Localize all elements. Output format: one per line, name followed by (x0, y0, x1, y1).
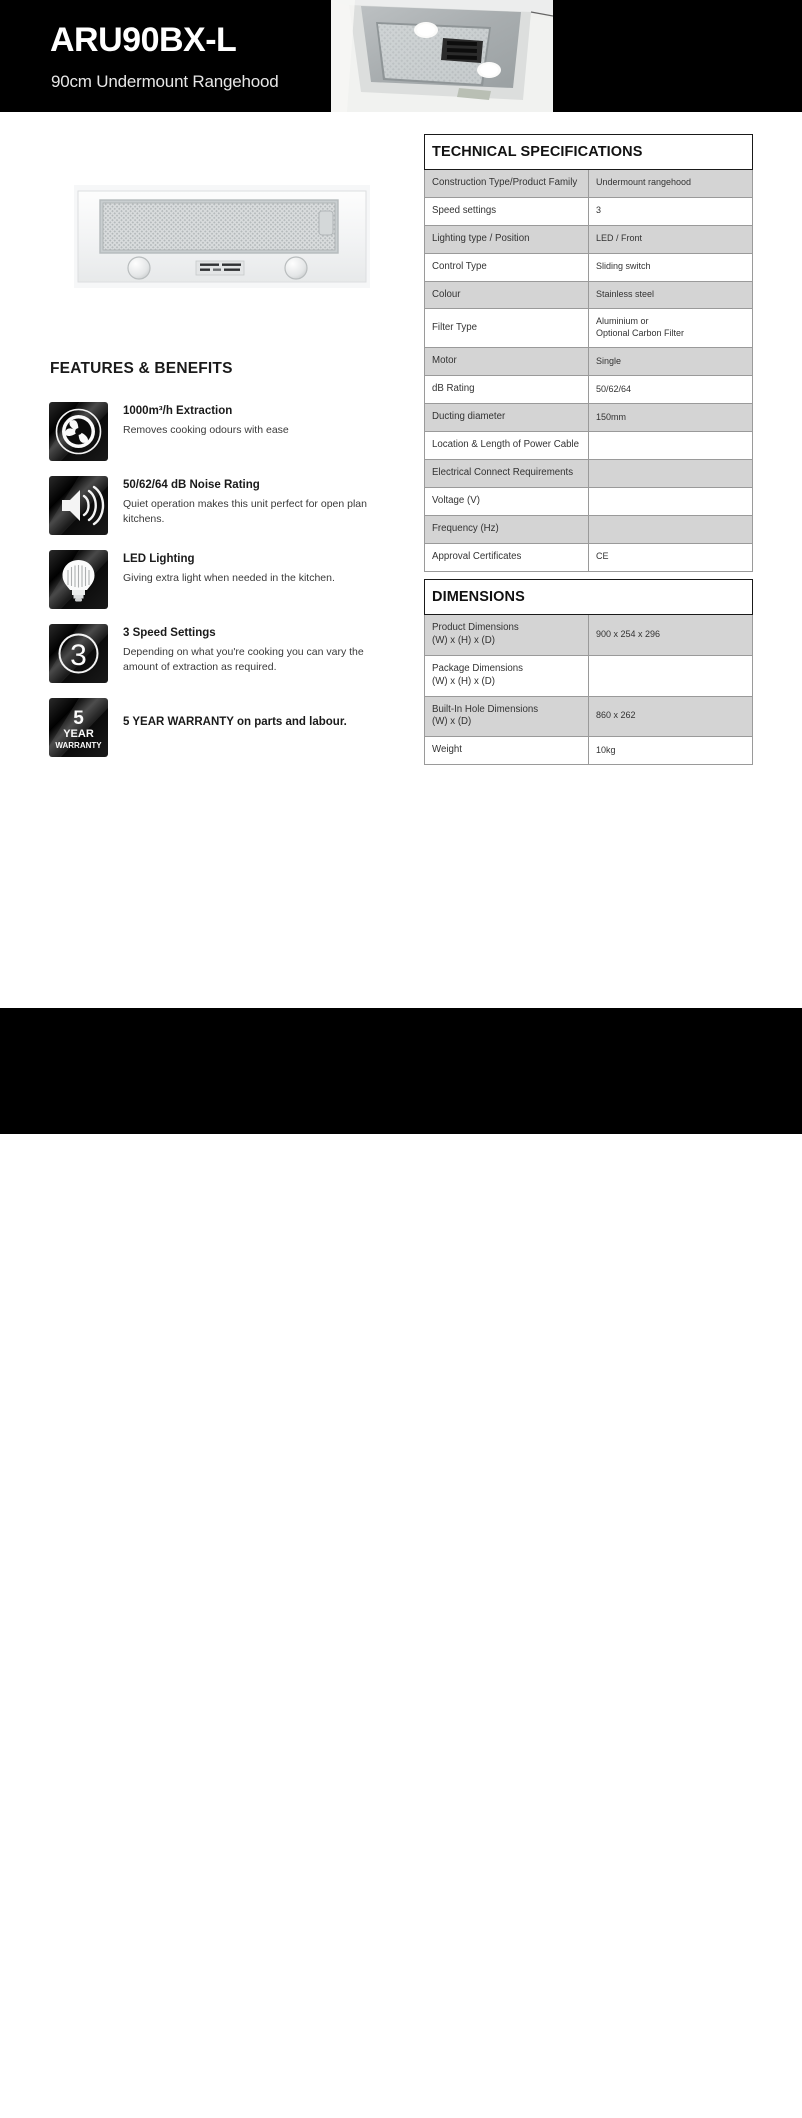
installed-rangehood-illustration (331, 0, 553, 112)
footer-address-australia (50, 2039, 200, 2118)
page-subtitle: 90cm Undermount Rangehood (51, 72, 279, 91)
feature-item-noise (49, 476, 399, 535)
table-row (425, 487, 753, 515)
table-row (425, 197, 753, 225)
row-label: Speed settings (425, 197, 589, 225)
row-value (589, 487, 753, 515)
row-value: Aluminium or Optional Carbon Filter (589, 309, 753, 348)
table-row (425, 459, 753, 487)
table-row (425, 543, 753, 571)
table-row (425, 170, 753, 198)
features-list (49, 402, 399, 772)
row-label: Package Dimensions (W) x (H) x (D) (425, 655, 589, 696)
dimensions-title: DIMENSIONS (425, 580, 753, 615)
footer-line: Dandenong South VIC 3175 (50, 2066, 168, 2077)
table-row (425, 515, 753, 543)
table-row (425, 615, 753, 656)
row-value: Single (589, 348, 753, 376)
table-row (425, 281, 753, 309)
svg-text:3: 3 (70, 639, 87, 672)
row-value: LED / Front (589, 225, 753, 253)
row-value (589, 515, 753, 543)
table-row (425, 309, 753, 348)
feature-text (108, 476, 399, 527)
table-title-row (425, 135, 753, 170)
row-value: Stainless steel (589, 281, 753, 309)
row-label: Control Type (425, 253, 589, 281)
page-title: ARU90BX-L (50, 21, 237, 59)
row-label: Electrical Connect Requirements (425, 459, 589, 487)
feature-title: 1000m³/h Extraction (123, 405, 233, 417)
row-label: Approval Certificates (425, 543, 589, 571)
feature-title: 3 Speed Settings (123, 627, 216, 639)
table-row (425, 376, 753, 404)
speed-three-icon (49, 624, 108, 683)
row-label: Frequency (Hz) (425, 515, 589, 543)
table-row (425, 253, 753, 281)
row-label: dB Rating (425, 376, 589, 404)
row-value (589, 459, 753, 487)
dimensions-table (424, 579, 753, 765)
table-row (425, 432, 753, 460)
table-row (425, 225, 753, 253)
feature-description: Depending on what you're cooking you can vary the amount of extraction as required. (123, 645, 364, 674)
feature-item-speed (49, 624, 399, 683)
footer-address-newzealand (317, 2039, 430, 2092)
feature-text (108, 402, 399, 438)
row-label: Product Dimensions (W) x (H) x (D) (425, 615, 589, 656)
feature-title: LED Lighting (123, 553, 195, 565)
dimensions-body (425, 615, 753, 765)
row-label: Motor (425, 348, 589, 376)
feature-item-led (49, 550, 399, 609)
footer-line: DISTRIBUTED BY ARISIT PTY LTD (50, 2040, 201, 2050)
footer-line: Ph: (09) 306 1020 (317, 2066, 393, 2077)
table-title-row (425, 580, 753, 615)
footer-line: Ph: 1300 762 219 (50, 2079, 125, 2090)
table-row (425, 696, 753, 737)
row-value: 10kg (589, 737, 753, 765)
rangehood-front-illustration (74, 185, 370, 288)
table-row (425, 348, 753, 376)
row-label: Filter Type (425, 309, 589, 348)
row-label: Weight (425, 737, 589, 765)
footer-line: Website: www.arisit.com (317, 2079, 419, 2090)
row-value: 900 x 254 x 296 (589, 615, 753, 656)
row-value: 150mm (589, 404, 753, 432)
row-value: Sliding switch (589, 253, 753, 281)
footer-line: Website: www.arisit.com (50, 2105, 152, 2116)
technical-specifications-table (424, 134, 753, 572)
footer-line: 1A Howe Street, (317, 2040, 385, 2050)
row-value: 50/62/64 (589, 376, 753, 404)
table-head (425, 135, 753, 170)
svg-text:YEAR: YEAR (63, 728, 94, 740)
feature-text (108, 550, 399, 586)
product-hero-photo (74, 185, 370, 288)
technical-specifications-body (425, 170, 753, 572)
feature-item-warranty (49, 698, 399, 757)
feature-title: 50/62/64 dB Noise Rating (123, 479, 260, 491)
svg-text:5: 5 (73, 708, 84, 729)
page-footer (0, 1008, 802, 2116)
feature-description: Giving extra light when needed in the kitchen. (123, 571, 335, 584)
row-label: Built-In Hole Dimensions (W) x (D) (425, 696, 589, 737)
row-label: Ducting diameter (425, 404, 589, 432)
table-row (425, 655, 753, 696)
table-row (425, 404, 753, 432)
feature-description: Removes cooking odours with ease (123, 423, 289, 436)
feature-title: 5 YEAR WARRANTY on parts and labour. (123, 716, 347, 728)
row-value: 860 x 262 (589, 696, 753, 737)
row-label: Construction Type/Product Family (425, 170, 589, 198)
page-header (0, 0, 802, 112)
footer-line: Fax: 03 9768 0838 (50, 2092, 129, 2103)
row-value: CE (589, 543, 753, 571)
row-value: 3 (589, 197, 753, 225)
feature-text (108, 624, 399, 675)
row-label: Lighting type / Position (425, 225, 589, 253)
feature-description: Quiet operation makes this unit perfect for open plan kitchens. (123, 497, 367, 526)
footer-line: 40-50 Mark Anthony Drive, (50, 2053, 162, 2064)
row-label: Voltage (V) (425, 487, 589, 515)
header-product-photo (331, 0, 553, 112)
five-year-warranty-icon (49, 698, 108, 757)
row-value (589, 655, 753, 696)
footer-line: Newton, Auckland NZ 1145 (317, 2053, 431, 2064)
feature-text (108, 698, 399, 734)
svg-text:WARRANTY: WARRANTY (55, 741, 102, 750)
feature-item-extraction (49, 402, 399, 461)
table-head (425, 580, 753, 615)
fan-icon (49, 402, 108, 461)
row-label: Location & Length of Power Cable (425, 432, 589, 460)
row-label: Colour (425, 281, 589, 309)
speaker-volume-icon (49, 476, 108, 535)
lightbulb-icon (49, 550, 108, 609)
technical-specifications-title: TECHNICAL SPECIFICATIONS (425, 135, 753, 170)
row-value (589, 432, 753, 460)
features-heading: FEATURES & BENEFITS (50, 360, 233, 377)
table-row (425, 737, 753, 765)
row-value: Undermount rangehood (589, 170, 753, 198)
